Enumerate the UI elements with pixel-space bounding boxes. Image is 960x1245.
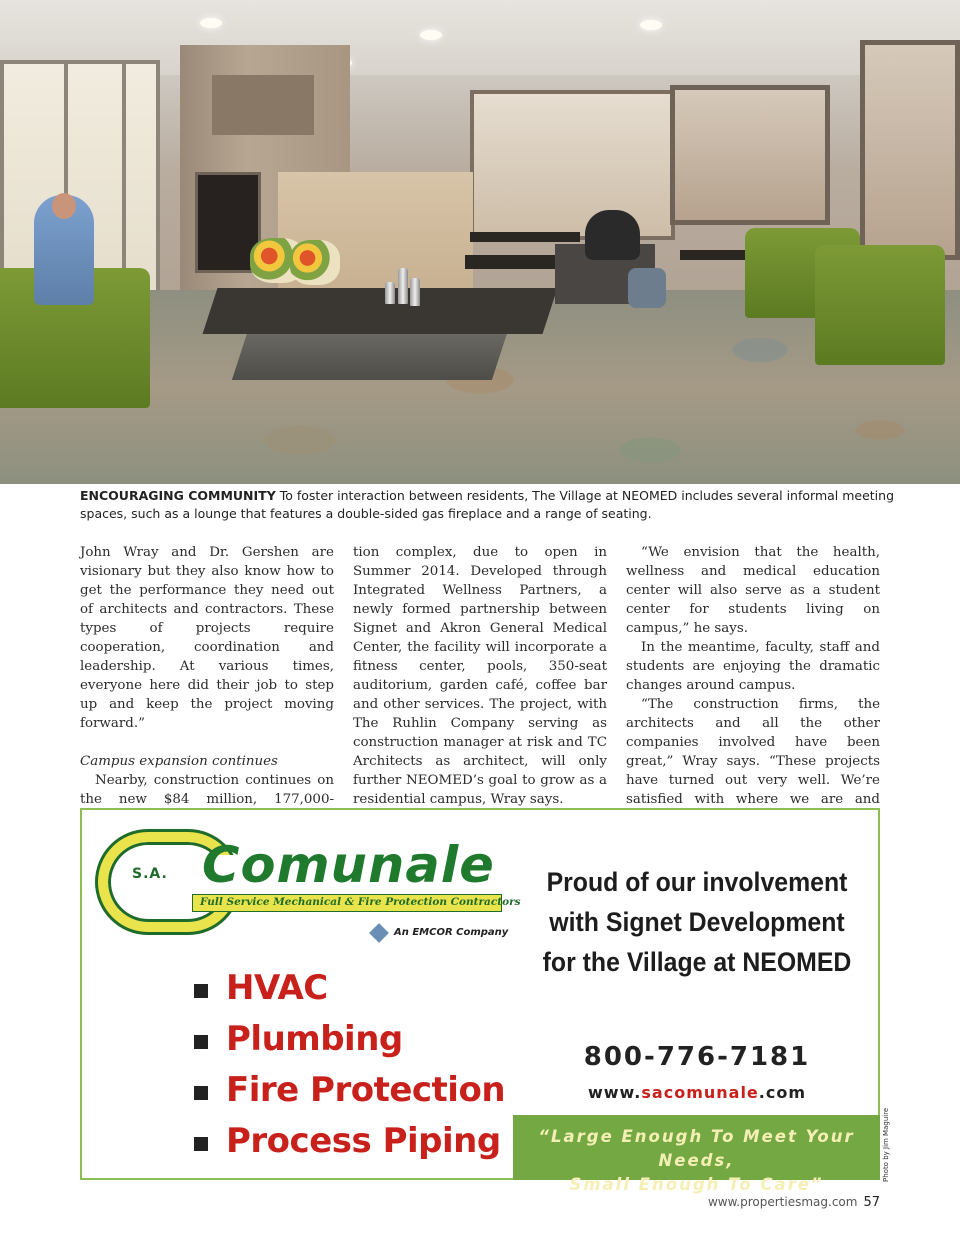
headline-line: Proud of our involvement — [546, 867, 848, 897]
service-label: HVAC — [226, 968, 328, 1008]
slogan-line: “Large Enough To Meet Your Needs, — [538, 1127, 855, 1170]
footer-url[interactable]: www.propertiesmag.com — [707, 1195, 858, 1209]
chimney-recess — [212, 75, 314, 135]
service-item — [194, 1070, 505, 1121]
service-label: Process Piping — [226, 1121, 501, 1161]
paragraph: John Wray and Dr. Gershen are visionary but they also know how to get the performance they need out of architects and contractors. These types of projects require cooperation, coordination and leadership. At various times, everyone here did their job to step up and keep the project moving forward.” — [80, 545, 334, 731]
right-window — [860, 40, 960, 260]
slogan — [513, 1125, 880, 1197]
logo-name: Comunale — [202, 836, 495, 894]
ad-headline — [536, 862, 858, 982]
back-window — [470, 90, 675, 240]
slogan-box — [513, 1115, 880, 1194]
ceiling-light — [420, 30, 442, 40]
hearth-base — [232, 330, 508, 380]
emcor-label: An EMCOR Company — [394, 927, 509, 938]
photo-credit — [882, 1107, 896, 1182]
square-bullet-icon — [194, 1086, 208, 1100]
service-label: Fire Protection — [226, 1070, 506, 1110]
vase — [385, 282, 395, 304]
caption-text: To foster interaction between residents, The Village at NEOMED includes several informal meeting spaces, such as a lounge that features a double-sided gas fireplace and a range of seating. — [80, 488, 895, 521]
paragraph: tion complex, due to open in Summer 2014. Developed through Integrated Wellness Partners, a newly formed partnership between Signet and Akron General Medical Center, the facility will incorporate a fitness center, pools, 350-seat auditorium, garden café, coffee bar and other services. The project, with The Ruhlin Company serving as construction manager at risk and TC Architects as architect, will only further NEOMED’s goal to grow as a residential campus, Wray says. — [353, 545, 607, 807]
vase — [410, 278, 420, 306]
photo-caption — [80, 487, 900, 523]
web-brand: sacomunale — [641, 1083, 759, 1102]
paragraph: “We envision that the health, wellness and medical education center will also serve as a student center for students living on campus,” he says. — [626, 545, 880, 636]
ceiling-light — [640, 20, 662, 30]
headline-line: with Signet Development — [549, 907, 845, 937]
pillow — [290, 240, 340, 285]
page-number: 57 — [863, 1195, 880, 1210]
backpack — [628, 268, 666, 308]
service-item — [194, 1121, 505, 1172]
paragraph: In the meantime, faculty, staff and students are enjoying the dramatic changes around campus. — [626, 640, 880, 693]
article-column-1 — [80, 543, 334, 847]
page-footer — [708, 1195, 880, 1210]
service-label: Plumbing — [226, 1019, 403, 1059]
right-window — [670, 85, 830, 225]
service-item — [194, 1019, 505, 1070]
emcor-diamond-icon — [369, 923, 389, 943]
vase — [398, 268, 408, 304]
services-list — [194, 968, 505, 1172]
paragraph-text: “The construction firms, the architects and all the other companies involved have been great,” Wray says. “These projects have turned out very well. We’re satisfied with where we are and — [626, 697, 880, 807]
article-column-3 — [626, 543, 880, 828]
service-item — [194, 968, 505, 1019]
side-table — [470, 232, 580, 242]
paragraph: Nearby, construction continues on the new $84 million, 177,000- — [80, 773, 334, 807]
logo-tagline: Full Service Mechanical & Fire Protection Contractors — [200, 896, 521, 908]
phone-number: 800-776-7181 — [583, 1042, 811, 1072]
man-head — [52, 193, 76, 219]
website-link[interactable] — [522, 1083, 872, 1102]
comunale-advertisement — [80, 808, 880, 1194]
square-bullet-icon — [194, 1035, 208, 1049]
square-bullet-icon — [194, 984, 208, 998]
slogan-line: Small Enough To Care” — [569, 1175, 824, 1194]
green-chair — [815, 245, 945, 365]
web-prefix: www. — [587, 1083, 642, 1102]
seated-student — [585, 210, 640, 260]
lounge-photo — [0, 0, 960, 484]
subheading: Campus expansion continues — [80, 754, 278, 769]
photo-credit-text: Photo by Jim Maguire — [882, 1107, 890, 1182]
side-table — [680, 250, 750, 260]
hearth-counter — [203, 288, 558, 334]
caption-lead: ENCOURAGING COMMUNITY — [80, 488, 276, 503]
article-column-2 — [353, 543, 607, 809]
ceiling-light — [200, 18, 222, 28]
headline-line: for the Village at NEOMED — [542, 947, 852, 977]
web-suffix: .com — [758, 1083, 807, 1102]
logo-sa: S.A. — [132, 866, 168, 882]
square-bullet-icon — [194, 1137, 208, 1151]
